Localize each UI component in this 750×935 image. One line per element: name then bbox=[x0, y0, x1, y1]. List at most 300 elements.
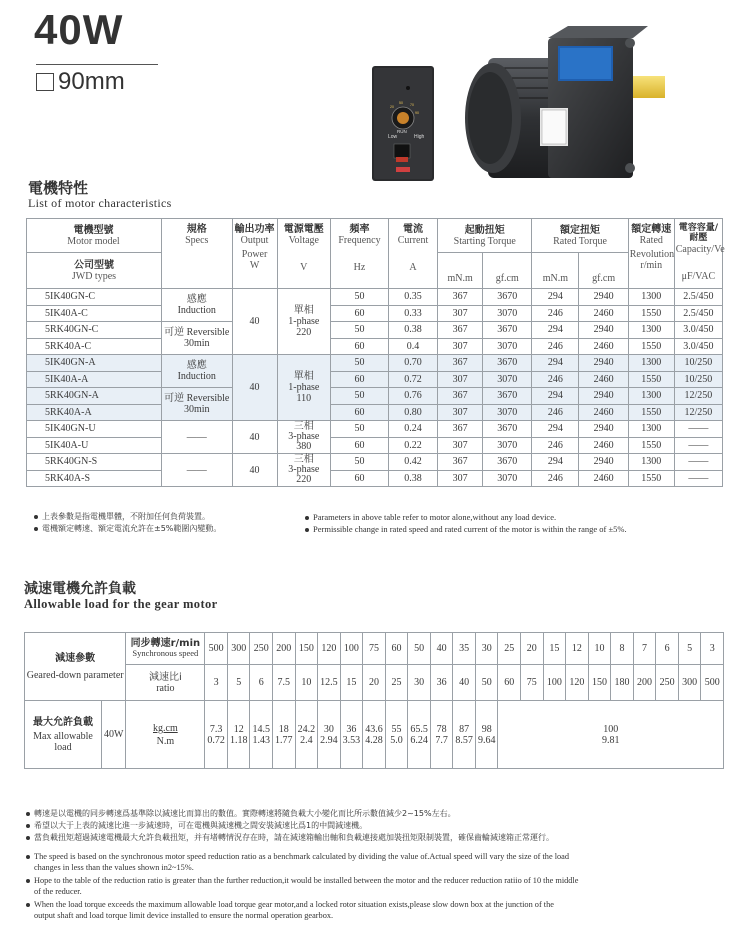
table-cell: 246 bbox=[532, 371, 579, 388]
allowable-load-table bbox=[24, 632, 724, 769]
table-cell: 307 bbox=[438, 371, 483, 388]
table-cell: 2940 bbox=[579, 355, 628, 372]
list-item bbox=[34, 523, 221, 535]
text-value: Rated bbox=[639, 235, 663, 246]
text-value: 減速參數 bbox=[55, 652, 96, 664]
unit-mnm: mN.m bbox=[532, 253, 579, 289]
table-cell: 0.35 bbox=[388, 289, 437, 306]
table-cell: 60 bbox=[331, 437, 389, 454]
table-cell: 250 bbox=[250, 633, 273, 665]
table-cell: 30 bbox=[475, 633, 498, 665]
table-cell: 3 bbox=[205, 665, 228, 701]
header-frequency bbox=[331, 219, 389, 289]
table-cell: 5IK40GN-A bbox=[27, 355, 162, 372]
table-cell: 294 bbox=[532, 289, 579, 306]
table-cell: 75 bbox=[363, 633, 386, 665]
header-voltage bbox=[277, 219, 331, 289]
text-value: 30 bbox=[323, 723, 334, 735]
table-cell bbox=[318, 701, 341, 769]
table-cell: —— bbox=[161, 421, 232, 454]
table-cell: 5RK40A-A bbox=[27, 404, 162, 421]
text-value: 電源電壓 bbox=[283, 224, 324, 235]
text-value: Parameters in above table refer to motor alone,without any load device. bbox=[313, 512, 557, 522]
text-value: 12 bbox=[233, 723, 244, 735]
table-row bbox=[27, 338, 723, 355]
text-value: 8.57 bbox=[455, 734, 473, 746]
spec-notes-cn bbox=[34, 511, 221, 535]
text-value: 1.77 bbox=[275, 734, 293, 746]
header-specs bbox=[161, 219, 232, 289]
table-cell: 294 bbox=[532, 322, 579, 339]
text-value: 30min bbox=[183, 338, 210, 349]
table-cell: 0.33 bbox=[388, 305, 437, 322]
text-value: of the reducer. bbox=[34, 886, 82, 896]
text-value: kg.cm bbox=[153, 722, 178, 734]
text-value: 減速比i bbox=[148, 671, 182, 683]
table-cell: 10/250 bbox=[674, 355, 722, 372]
motor-spec-table bbox=[26, 218, 723, 487]
table-cell: 3070 bbox=[483, 470, 532, 487]
table-cell: 1550 bbox=[628, 338, 674, 355]
header-rated-torque bbox=[532, 219, 628, 253]
text-value: 最大允許負載 bbox=[33, 716, 93, 728]
ratio-label bbox=[126, 665, 205, 701]
table-row bbox=[27, 437, 723, 454]
text-value: 220 bbox=[296, 474, 312, 485]
sync-speed-label bbox=[126, 633, 205, 665]
text-value: 可逆 bbox=[164, 393, 185, 404]
unit-gfcm: gf.cm bbox=[579, 253, 628, 289]
text-value: 可逆 bbox=[164, 327, 185, 338]
text-value: 3.53 bbox=[342, 734, 361, 746]
table-cell: 50 bbox=[331, 421, 389, 438]
table-cell: 250 bbox=[656, 665, 679, 701]
table-cell: 1300 bbox=[628, 289, 674, 306]
table-cell: 50 bbox=[475, 665, 498, 701]
text-value: 感應 bbox=[186, 360, 207, 371]
header-output bbox=[232, 219, 277, 289]
table-cell: 2460 bbox=[579, 470, 628, 487]
product-photo bbox=[368, 18, 668, 188]
table-cell: 307 bbox=[438, 470, 483, 487]
table-cell: 60 bbox=[331, 305, 389, 322]
text-value: 7.7 bbox=[435, 734, 448, 746]
table-cell: 307 bbox=[438, 437, 483, 454]
table-cell: 50 bbox=[331, 454, 389, 471]
spec-group-3phase-380 bbox=[27, 421, 723, 454]
table-cell bbox=[385, 701, 408, 769]
header-jwd-types bbox=[27, 253, 162, 289]
table-cell: 20 bbox=[521, 633, 544, 665]
table-cell: 0.72 bbox=[388, 371, 437, 388]
text-value: 單相 bbox=[293, 305, 314, 316]
table-cell: 12 bbox=[566, 633, 589, 665]
list-item bbox=[26, 808, 554, 820]
header-capacity bbox=[674, 219, 725, 289]
table-cell: 1300 bbox=[628, 355, 674, 372]
text-value: RUN bbox=[397, 129, 407, 134]
text-value: ratio bbox=[156, 682, 175, 694]
table-cell: 3670 bbox=[483, 289, 532, 306]
table-cell: 300 bbox=[227, 633, 250, 665]
text-value: 4.28 bbox=[365, 734, 383, 746]
table-cell: 3070 bbox=[483, 404, 532, 421]
text-value: N.m bbox=[156, 735, 175, 747]
table-cell: 0.38 bbox=[388, 322, 437, 339]
table-cell: 60 bbox=[331, 338, 389, 355]
table-cell: 3070 bbox=[483, 338, 532, 355]
text-value: Max allowable load bbox=[33, 730, 93, 753]
table-cell: 60 bbox=[331, 404, 389, 421]
text-value: 50 bbox=[399, 101, 403, 105]
table-cell: 2460 bbox=[579, 404, 628, 421]
table-cell: 100 bbox=[543, 665, 566, 701]
table-cell: 8 bbox=[611, 633, 634, 665]
table-cell bbox=[277, 289, 331, 355]
table-cell: 180 bbox=[611, 665, 634, 701]
list-item bbox=[26, 820, 554, 832]
text-value: W bbox=[249, 260, 260, 271]
table-cell: 5IK40A-U bbox=[27, 437, 162, 454]
table-cell: 294 bbox=[532, 454, 579, 471]
text-value: 78 bbox=[436, 723, 447, 735]
text-value: The speed is based on the synchronous motor speed reduction ratio as a benchmark calculated by dividing the value of.Actual speed will vary the size of the load bbox=[34, 852, 569, 861]
text-value: 頻率 bbox=[349, 224, 370, 235]
table-cell bbox=[475, 701, 498, 769]
table-cell: 3070 bbox=[483, 371, 532, 388]
table-cell: 2940 bbox=[579, 289, 628, 306]
table-cell: 5IK40A-C bbox=[27, 305, 162, 322]
table-cell: 40 bbox=[430, 633, 453, 665]
bullet-icon bbox=[34, 527, 38, 531]
table-cell: 50 bbox=[331, 388, 389, 405]
table-cell: 294 bbox=[532, 388, 579, 405]
text-value: 2.94 bbox=[320, 734, 338, 746]
text-value: 220 bbox=[296, 327, 312, 338]
table-cell: 1550 bbox=[628, 404, 674, 421]
text-value: 規格 bbox=[186, 224, 207, 235]
text-value: High bbox=[414, 134, 425, 140]
table-cell bbox=[453, 701, 476, 769]
table-cell: 367 bbox=[438, 355, 483, 372]
table-cell: 3.0/450 bbox=[674, 338, 722, 355]
table-cell: 12/250 bbox=[674, 404, 722, 421]
text-value: V bbox=[300, 262, 308, 273]
list-item bbox=[26, 852, 578, 873]
header-starting-torque bbox=[438, 219, 532, 253]
table-cell: 5IK40A-A bbox=[27, 371, 162, 388]
table-cell: 150 bbox=[295, 633, 318, 665]
table-cell bbox=[161, 322, 232, 355]
table-cell: 1550 bbox=[628, 470, 674, 487]
bullet-icon bbox=[26, 836, 30, 840]
text-value: Output bbox=[240, 235, 269, 246]
table-cell bbox=[161, 289, 232, 322]
text-value: 20 bbox=[390, 105, 394, 109]
text-value: 24.2 bbox=[297, 723, 316, 735]
spec-section-title-cn: 電機特性 bbox=[28, 179, 89, 197]
text-value: 電機額定轉速、額定電流允許在±5%範圍內變動。 bbox=[42, 524, 222, 533]
text-value: Reversible bbox=[186, 327, 230, 338]
table-row bbox=[27, 371, 723, 388]
table-cell: 5RK40A-C bbox=[27, 338, 162, 355]
text-value: μF/VAC bbox=[681, 270, 716, 282]
text-value: 0.72 bbox=[207, 734, 225, 746]
table-cell: 367 bbox=[438, 322, 483, 339]
table-cell: 60 bbox=[331, 371, 389, 388]
text-value: 100 bbox=[603, 723, 619, 735]
table-cell: 0.24 bbox=[388, 421, 437, 438]
text-value: 90 bbox=[415, 111, 419, 115]
title-divider bbox=[36, 64, 158, 65]
max-load-row bbox=[25, 701, 724, 769]
table-cell: 40 bbox=[232, 454, 277, 487]
list-item bbox=[34, 511, 221, 523]
table-cell bbox=[227, 701, 250, 769]
text-value: Capacity/Ve bbox=[675, 243, 725, 255]
table-row bbox=[27, 289, 723, 306]
table-cell: 1300 bbox=[628, 388, 674, 405]
table-cell: 2940 bbox=[579, 322, 628, 339]
text-value: 70 bbox=[410, 103, 414, 107]
text-value: 三相 bbox=[293, 454, 314, 465]
table-cell: 1300 bbox=[628, 421, 674, 438]
text-value: Current bbox=[397, 235, 429, 246]
table-cell: 60 bbox=[498, 665, 521, 701]
table-cell: 5 bbox=[678, 633, 701, 665]
table-cell: 36 bbox=[430, 665, 453, 701]
table-cell: 6 bbox=[656, 633, 679, 665]
table-cell bbox=[250, 701, 273, 769]
bullet-icon bbox=[26, 879, 30, 883]
text-value: Voltage bbox=[288, 235, 319, 246]
table-cell: 0.22 bbox=[388, 437, 437, 454]
table-cell bbox=[408, 701, 431, 769]
table-cell: 367 bbox=[438, 388, 483, 405]
table-cell: 50 bbox=[331, 289, 389, 306]
table-cell: 50 bbox=[331, 355, 389, 372]
text-value: 9.81 bbox=[601, 734, 620, 746]
table-cell: 3.0/450 bbox=[674, 322, 722, 339]
table-cell bbox=[161, 355, 232, 388]
table-cell: 2940 bbox=[579, 421, 628, 438]
table-cell: 3670 bbox=[483, 388, 532, 405]
table-cell: 40 bbox=[232, 289, 277, 355]
table-cell: 294 bbox=[532, 421, 579, 438]
load-section-title-en: Allowable load for the gear motor bbox=[24, 597, 218, 611]
header-current bbox=[388, 219, 437, 289]
bullet-icon bbox=[26, 855, 30, 859]
text-value: 98 bbox=[481, 723, 492, 735]
text-value: Revolution bbox=[629, 249, 675, 260]
table-cell: 6 bbox=[250, 665, 273, 701]
table-cell bbox=[277, 355, 331, 421]
param-label bbox=[25, 633, 126, 701]
text-value: 87 bbox=[459, 723, 470, 735]
table-cell: 3070 bbox=[483, 305, 532, 322]
table-cell: 120 bbox=[566, 665, 589, 701]
table-cell bbox=[430, 701, 453, 769]
text-value: Power bbox=[241, 249, 268, 260]
table-cell: 50 bbox=[331, 322, 389, 339]
bullet-icon bbox=[34, 515, 38, 519]
bullet-icon bbox=[305, 528, 309, 532]
bullet-icon bbox=[26, 824, 30, 828]
text-value: 7.3 bbox=[209, 723, 223, 735]
text-value: Frequency bbox=[338, 235, 381, 246]
table-cell: 1550 bbox=[628, 437, 674, 454]
text-value: 電流 bbox=[403, 224, 423, 235]
text-value: Rated Torque bbox=[553, 235, 607, 247]
table-cell: —— bbox=[674, 470, 722, 487]
ratio-row bbox=[25, 665, 724, 701]
table-cell: 2940 bbox=[579, 454, 628, 471]
list-item bbox=[26, 876, 578, 897]
power-title: 40W bbox=[34, 6, 124, 53]
table-cell bbox=[277, 421, 331, 454]
text-value: output shaft and load torque limit device installed to ensure the normal operation gearbox. bbox=[34, 910, 334, 920]
text-value: 同步轉速r/min bbox=[130, 638, 201, 650]
text-value: 電容容量/耐壓 bbox=[678, 223, 719, 243]
table-cell: 35 bbox=[453, 633, 476, 665]
text-value: Induction bbox=[177, 371, 216, 382]
table-cell bbox=[273, 701, 296, 769]
table-cell: 3670 bbox=[483, 421, 532, 438]
table-cell bbox=[498, 701, 724, 769]
max-load-label bbox=[25, 701, 102, 769]
table-cell bbox=[126, 701, 205, 769]
frame-size-value: 90mm bbox=[58, 68, 125, 95]
table-cell: 25 bbox=[385, 665, 408, 701]
unit-gfcm: gf.cm bbox=[483, 253, 532, 289]
table-cell: 5RK40GN-A bbox=[27, 388, 162, 405]
text-value: 輸出功率 bbox=[234, 224, 275, 235]
table-cell: 246 bbox=[532, 437, 579, 454]
table-cell: 100 bbox=[340, 633, 363, 665]
table-cell: 5RK40A-S bbox=[27, 470, 162, 487]
text-value: 6.24 bbox=[410, 734, 428, 746]
table-row bbox=[27, 355, 723, 372]
spec-group-1phase-220 bbox=[27, 289, 723, 355]
text-value: 36 bbox=[346, 723, 357, 735]
text-value: Hz bbox=[353, 262, 366, 273]
table-cell bbox=[277, 454, 331, 487]
text-value: 公司型號 bbox=[73, 259, 114, 271]
table-cell: 12.5 bbox=[318, 665, 341, 701]
table-cell: —— bbox=[674, 454, 722, 471]
table-cell: 15 bbox=[543, 633, 566, 665]
table-cell: 150 bbox=[588, 665, 611, 701]
table-cell: 500 bbox=[205, 633, 228, 665]
table-cell: 3670 bbox=[483, 355, 532, 372]
table-cell: 20 bbox=[363, 665, 386, 701]
load-notes-cn bbox=[26, 808, 554, 844]
table-cell: 3 bbox=[701, 633, 724, 665]
load-notes-en bbox=[26, 852, 578, 921]
table-cell: 2.5/450 bbox=[674, 305, 722, 322]
table-cell: 2.5/450 bbox=[674, 289, 722, 306]
table-cell: 2460 bbox=[579, 371, 628, 388]
table-cell: 7 bbox=[633, 633, 656, 665]
table-cell: 200 bbox=[273, 633, 296, 665]
text-value: 3-phase bbox=[288, 431, 320, 442]
table-cell: 0.70 bbox=[388, 355, 437, 372]
text-value: 希望以大于上表的減速比進一步減速時，可在電機與減速機之間安裝減速比爲1的中間減速機。 bbox=[34, 821, 368, 830]
text-value: changes in less than the values shown in2~15%. bbox=[34, 862, 194, 872]
load-section-title-cn: 減速電機允許負載 bbox=[24, 581, 136, 597]
unit-mnm: mN.m bbox=[438, 253, 483, 289]
text-value: 單相 bbox=[293, 371, 314, 382]
text-value: 當負載扭矩超過減速電機最大允許負載扭矩，并有堵轉情況存在時，請在減速箱輸出軸和負載連接處加裝扭矩限制裝置，確保齒輪減速箱正常運行。 bbox=[34, 833, 554, 842]
text-value: 14.5 bbox=[252, 723, 270, 735]
text-value: 1.43 bbox=[252, 734, 270, 746]
text-value: When the load torque exceeds the maximum allowable load torque gear motor,and a locked rotor situation exists,please slow down box at the junction of the bbox=[34, 900, 554, 909]
spec-group-3phase-220 bbox=[27, 454, 723, 487]
table-cell: —— bbox=[674, 437, 722, 454]
table-cell: 10/250 bbox=[674, 371, 722, 388]
text-value: 上表參數是指電機單體，不附加任何負荷裝置。 bbox=[42, 512, 210, 521]
table-cell bbox=[161, 388, 232, 421]
table-cell: 10 bbox=[588, 633, 611, 665]
square-frame-icon bbox=[36, 73, 54, 91]
table-cell: 246 bbox=[532, 404, 579, 421]
table-cell: 3670 bbox=[483, 322, 532, 339]
table-cell: 5RK40GN-S bbox=[27, 454, 162, 471]
text-value: Induction bbox=[177, 305, 216, 316]
speed-row bbox=[25, 633, 724, 665]
bullet-icon bbox=[26, 812, 30, 816]
text-value: 電機型號 bbox=[73, 224, 114, 236]
table-cell bbox=[340, 701, 363, 769]
table-cell: 200 bbox=[633, 665, 656, 701]
table-cell: 30 bbox=[408, 665, 431, 701]
gear-motor-icon bbox=[465, 26, 665, 178]
table-cell: 2940 bbox=[579, 388, 628, 405]
table-row bbox=[27, 421, 723, 438]
table-cell: 5IK40GN-C bbox=[27, 289, 162, 306]
text-value: 三相 bbox=[293, 421, 314, 432]
table-cell: 0.38 bbox=[388, 470, 437, 487]
table-cell: 307 bbox=[438, 305, 483, 322]
table-cell: 246 bbox=[532, 305, 579, 322]
table-cell: —— bbox=[161, 454, 232, 487]
table-cell: 0.42 bbox=[388, 454, 437, 471]
text-value: 轉速是以電機的同步轉速爲基準除以減速比而算出的數值。實際轉速將隨負載大小變化而比所示數值減少2~15%左右。 bbox=[34, 809, 456, 818]
text-value: r/min bbox=[640, 260, 663, 271]
text-value: Starting Torque bbox=[453, 235, 516, 247]
table-cell: 294 bbox=[532, 355, 579, 372]
table-cell: 500 bbox=[701, 665, 724, 701]
bullet-icon bbox=[26, 903, 30, 907]
text-value: 9.64 bbox=[477, 734, 496, 746]
list-item bbox=[26, 832, 554, 844]
text-value: 380 bbox=[296, 441, 312, 452]
table-cell: 25 bbox=[498, 633, 521, 665]
text-value: 1.18 bbox=[229, 734, 248, 746]
table-cell: 50 bbox=[408, 633, 431, 665]
table-cell bbox=[363, 701, 386, 769]
text-value: 43.6 bbox=[365, 723, 383, 735]
text-value: 55 bbox=[391, 723, 402, 735]
text-value: JWD types bbox=[71, 270, 117, 282]
table-cell: 40 bbox=[232, 355, 277, 421]
text-value: 額定轉速 bbox=[631, 224, 672, 235]
table-cell: 2460 bbox=[579, 437, 628, 454]
table-cell: 246 bbox=[532, 470, 579, 487]
table-cell: 40 bbox=[453, 665, 476, 701]
spec-group-1phase-110 bbox=[27, 355, 723, 421]
table-row bbox=[27, 305, 723, 322]
